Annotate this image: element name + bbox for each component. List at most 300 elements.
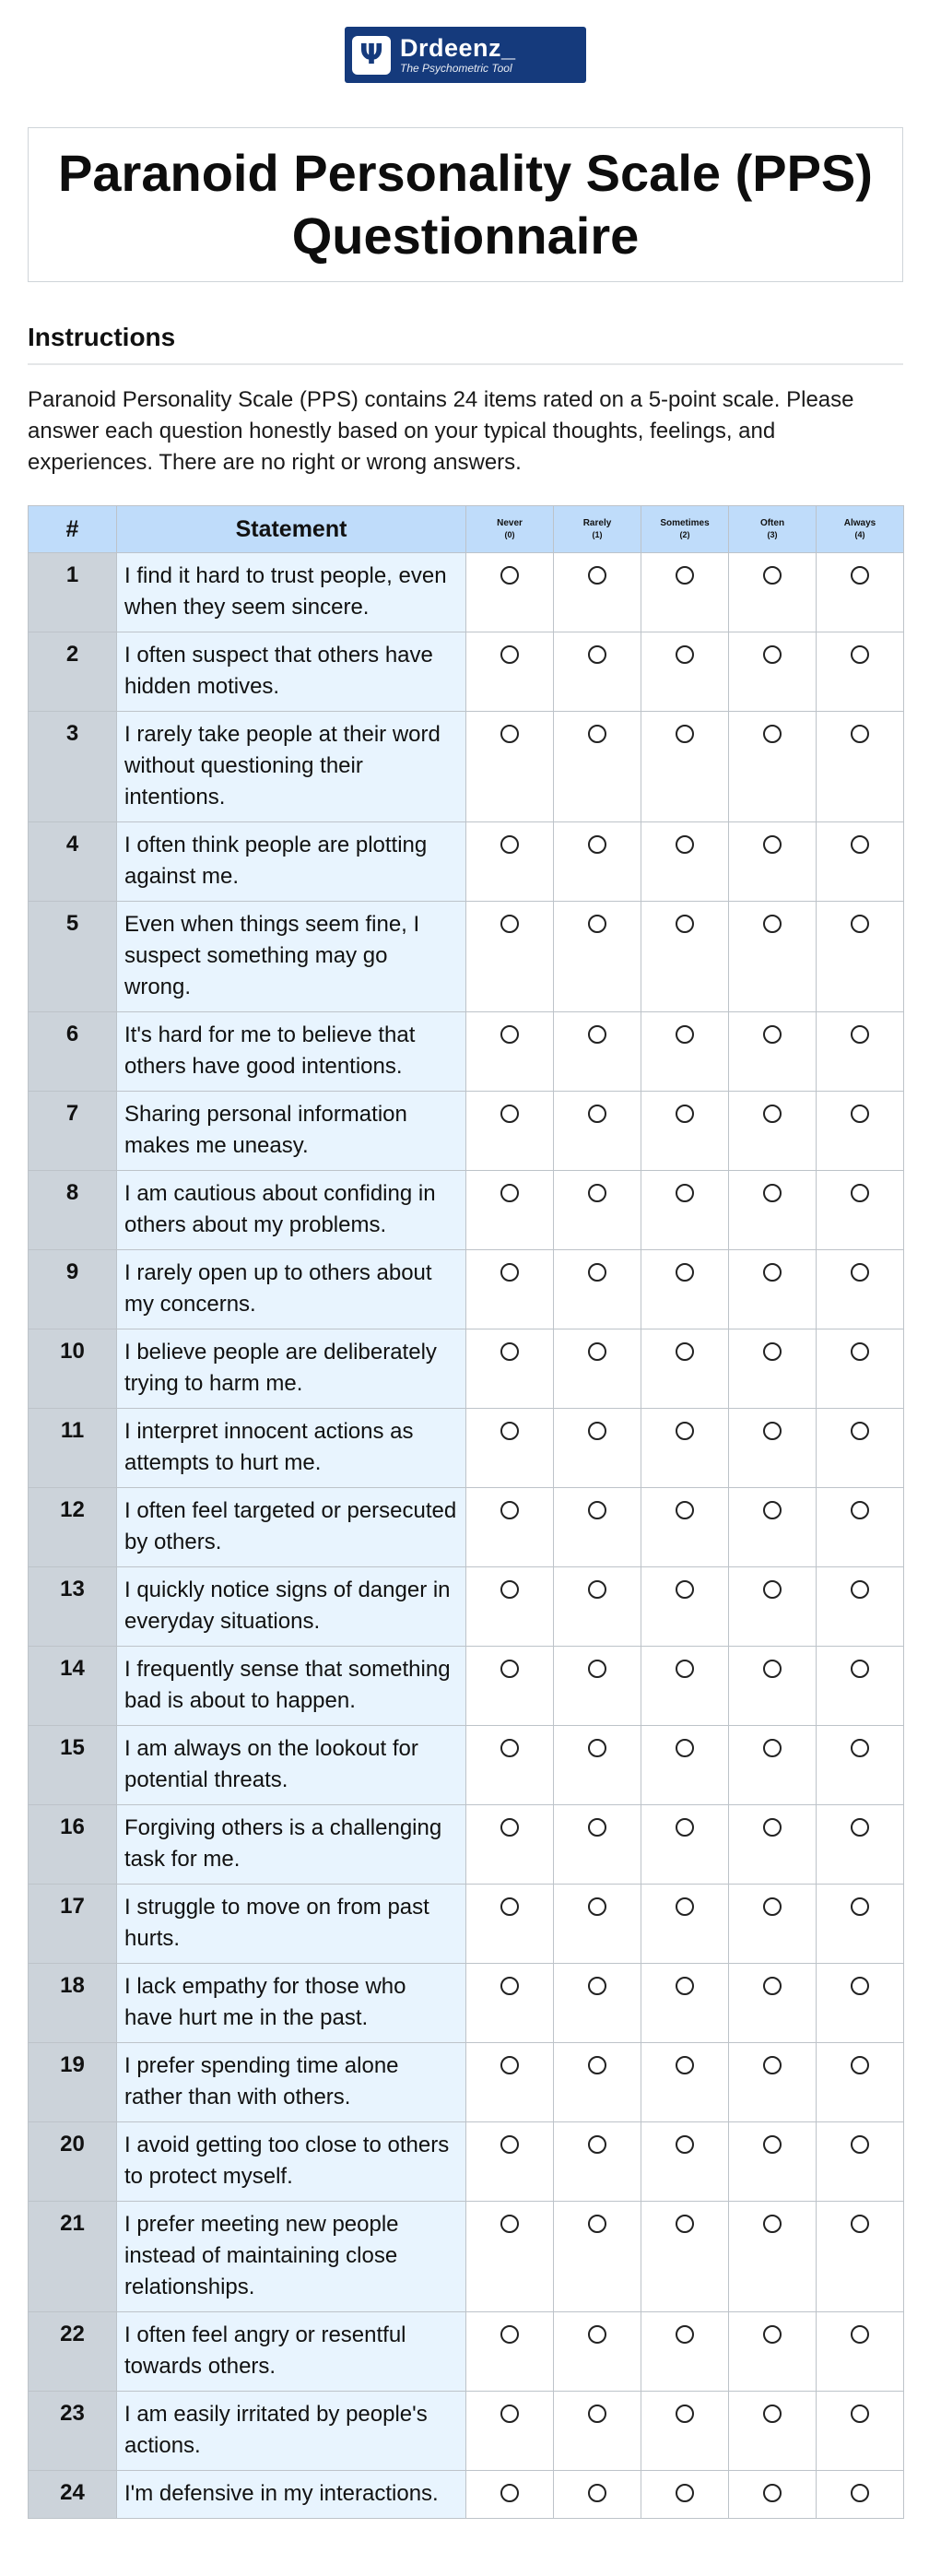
option-cell-rarely xyxy=(554,1329,641,1409)
radio-never[interactable] xyxy=(500,1342,519,1361)
option-cell-never xyxy=(466,1964,554,2043)
radio-sometimes[interactable] xyxy=(676,835,694,854)
option-cell-sometimes xyxy=(641,1647,729,1726)
item-number: 3 xyxy=(29,712,117,822)
radio-sometimes[interactable] xyxy=(676,1263,694,1282)
item-statement: It's hard for me to believe that others have good intentions. xyxy=(117,1012,466,1092)
radio-rarely[interactable] xyxy=(588,1897,606,1916)
table-row xyxy=(29,1092,904,1171)
radio-always[interactable] xyxy=(851,566,869,585)
item-statement: I am cautious about confiding in others about my problems. xyxy=(117,1171,466,1250)
option-cell-sometimes xyxy=(641,2122,729,2202)
radio-often[interactable] xyxy=(763,1818,782,1837)
table-row xyxy=(29,1409,904,1488)
radio-always[interactable] xyxy=(851,2135,869,2154)
radio-always[interactable] xyxy=(851,1739,869,1757)
option-cell-rarely xyxy=(554,1488,641,1567)
option-score: (2) xyxy=(679,530,690,539)
table-row xyxy=(29,1329,904,1409)
table-row xyxy=(29,2392,904,2471)
radio-rarely[interactable] xyxy=(588,2215,606,2233)
item-statement: I am easily irritated by people's actions. xyxy=(117,2392,466,2471)
radio-sometimes[interactable] xyxy=(676,1739,694,1757)
table-row xyxy=(29,1171,904,1250)
option-cell-never xyxy=(466,1726,554,1805)
option-cell-sometimes xyxy=(641,2312,729,2392)
radio-never[interactable] xyxy=(500,1184,519,1202)
radio-sometimes[interactable] xyxy=(676,2325,694,2344)
item-statement: I prefer meeting new people instead of maintaining close relationships. xyxy=(117,2202,466,2312)
item-number: 1 xyxy=(29,553,117,632)
option-cell-often xyxy=(729,1171,817,1250)
radio-always[interactable] xyxy=(851,1818,869,1837)
option-cell-always xyxy=(817,1250,904,1329)
option-cell-rarely xyxy=(554,1409,641,1488)
radio-always[interactable] xyxy=(851,1977,869,1995)
radio-sometimes[interactable] xyxy=(676,2056,694,2074)
option-cell-sometimes xyxy=(641,1805,729,1885)
radio-sometimes[interactable] xyxy=(676,2405,694,2423)
item-number: 9 xyxy=(29,1250,117,1329)
radio-rarely[interactable] xyxy=(588,1739,606,1757)
option-cell-always xyxy=(817,2471,904,2519)
option-cell-rarely xyxy=(554,2392,641,2471)
option-cell-often xyxy=(729,2202,817,2312)
instructions-text: Paranoid Personality Scale (PPS) contains 24 items rated on a 5-point scale. Please answer each question honestly based on your typical thoughts, feelings, and experiences. There are no right or wrong answers. xyxy=(28,387,854,475)
item-statement: I believe people are deliberately trying to harm me. xyxy=(117,1329,466,1409)
radio-never[interactable] xyxy=(500,835,519,854)
option-cell-rarely xyxy=(554,2471,641,2519)
radio-often[interactable] xyxy=(763,2405,782,2423)
option-cell-often xyxy=(729,1250,817,1329)
header-statement: Statement xyxy=(117,506,466,553)
item-statement: I prefer spending time alone rather than with others. xyxy=(117,2043,466,2122)
option-cell-rarely xyxy=(554,1885,641,1964)
radio-sometimes[interactable] xyxy=(676,2135,694,2154)
option-cell-always xyxy=(817,1805,904,1885)
radio-rarely[interactable] xyxy=(588,2056,606,2074)
option-cell-never xyxy=(466,1567,554,1647)
radio-often[interactable] xyxy=(763,2215,782,2233)
option-cell-rarely xyxy=(554,1647,641,1726)
table-row xyxy=(29,1647,904,1726)
option-cell-never xyxy=(466,632,554,712)
radio-sometimes[interactable] xyxy=(676,2484,694,2502)
option-cell-sometimes xyxy=(641,1171,729,1250)
brand-logo xyxy=(345,27,586,83)
radio-rarely[interactable] xyxy=(588,1184,606,1202)
table-row xyxy=(29,1885,904,1964)
radio-rarely[interactable] xyxy=(588,1263,606,1282)
option-cell-rarely xyxy=(554,712,641,822)
option-cell-often xyxy=(729,1726,817,1805)
item-number: 4 xyxy=(29,822,117,902)
option-cell-rarely xyxy=(554,1567,641,1647)
option-cell-always xyxy=(817,712,904,822)
header-option-always xyxy=(817,506,904,553)
option-cell-rarely xyxy=(554,632,641,712)
radio-often[interactable] xyxy=(763,1580,782,1599)
item-statement: I frequently sense that something bad is about to happen. xyxy=(117,1647,466,1726)
radio-rarely[interactable] xyxy=(588,725,606,743)
radio-never[interactable] xyxy=(500,725,519,743)
radio-never[interactable] xyxy=(500,1263,519,1282)
radio-often[interactable] xyxy=(763,1739,782,1757)
item-number: 7 xyxy=(29,1092,117,1171)
radio-sometimes[interactable] xyxy=(676,1342,694,1361)
option-cell-rarely xyxy=(554,2043,641,2122)
option-cell-rarely xyxy=(554,1250,641,1329)
page-title: Paranoid Personality Scale (PPS) Questionnaire xyxy=(58,144,873,265)
radio-rarely[interactable] xyxy=(588,1501,606,1519)
option-cell-often xyxy=(729,2471,817,2519)
option-cell-sometimes xyxy=(641,553,729,632)
item-statement: I struggle to move on from past hurts. xyxy=(117,1885,466,1964)
radio-always[interactable] xyxy=(851,835,869,854)
radio-rarely[interactable] xyxy=(588,1025,606,1044)
radio-always[interactable] xyxy=(851,1660,869,1678)
table-row xyxy=(29,902,904,1012)
radio-rarely[interactable] xyxy=(588,2325,606,2344)
option-cell-never xyxy=(466,822,554,902)
item-number: 24 xyxy=(29,2471,117,2519)
radio-always[interactable] xyxy=(851,1025,869,1044)
radio-never[interactable] xyxy=(500,1660,519,1678)
radio-always[interactable] xyxy=(851,1580,869,1599)
radio-sometimes[interactable] xyxy=(676,1897,694,1916)
radio-rarely[interactable] xyxy=(588,2484,606,2502)
option-cell-always xyxy=(817,2392,904,2471)
option-cell-sometimes xyxy=(641,1726,729,1805)
option-cell-never xyxy=(466,1409,554,1488)
radio-often[interactable] xyxy=(763,1025,782,1044)
option-cell-always xyxy=(817,553,904,632)
option-cell-never xyxy=(466,1805,554,1885)
radio-always[interactable] xyxy=(851,1897,869,1916)
radio-never[interactable] xyxy=(500,2215,519,2233)
option-cell-often xyxy=(729,1964,817,2043)
item-number: 5 xyxy=(29,902,117,1012)
radio-often[interactable] xyxy=(763,566,782,585)
radio-rarely[interactable] xyxy=(588,1660,606,1678)
option-cell-sometimes xyxy=(641,1964,729,2043)
option-cell-always xyxy=(817,1409,904,1488)
option-cell-rarely xyxy=(554,902,641,1012)
option-cell-often xyxy=(729,1805,817,1885)
option-score: (0) xyxy=(504,530,515,539)
header-option-sometimes xyxy=(641,506,729,553)
questionnaire-table xyxy=(28,505,904,2519)
option-cell-rarely xyxy=(554,2122,641,2202)
radio-often[interactable] xyxy=(763,1501,782,1519)
header-option-never xyxy=(466,506,554,553)
option-cell-sometimes xyxy=(641,712,729,822)
option-cell-always xyxy=(817,1726,904,1805)
option-cell-often xyxy=(729,1409,817,1488)
table-row xyxy=(29,632,904,712)
item-number: 21 xyxy=(29,2202,117,2312)
option-cell-never xyxy=(466,2202,554,2312)
table-row xyxy=(29,1012,904,1092)
radio-never[interactable] xyxy=(500,915,519,933)
option-cell-rarely xyxy=(554,2202,641,2312)
option-cell-rarely xyxy=(554,1964,641,2043)
option-cell-always xyxy=(817,1092,904,1171)
option-cell-often xyxy=(729,2312,817,2392)
radio-always[interactable] xyxy=(851,2484,869,2502)
radio-often[interactable] xyxy=(763,1184,782,1202)
table-row xyxy=(29,1567,904,1647)
radio-never[interactable] xyxy=(500,566,519,585)
radio-always[interactable] xyxy=(851,1501,869,1519)
instructions-heading: Instructions xyxy=(28,319,903,365)
radio-always[interactable] xyxy=(851,915,869,933)
radio-never[interactable] xyxy=(500,2405,519,2423)
option-cell-often xyxy=(729,2122,817,2202)
radio-always[interactable] xyxy=(851,2056,869,2074)
radio-often[interactable] xyxy=(763,1263,782,1282)
radio-often[interactable] xyxy=(763,725,782,743)
radio-always[interactable] xyxy=(851,645,869,664)
option-cell-always xyxy=(817,822,904,902)
option-cell-rarely xyxy=(554,2312,641,2392)
radio-rarely[interactable] xyxy=(588,2405,606,2423)
radio-never[interactable] xyxy=(500,1977,519,1995)
option-cell-never xyxy=(466,712,554,822)
radio-always[interactable] xyxy=(851,1263,869,1282)
item-statement: I often feel angry or resentful towards others. xyxy=(117,2312,466,2392)
option-cell-always xyxy=(817,1964,904,2043)
option-cell-always xyxy=(817,1171,904,1250)
radio-rarely[interactable] xyxy=(588,645,606,664)
radio-never[interactable] xyxy=(500,2135,519,2154)
option-cell-sometimes xyxy=(641,902,729,1012)
option-cell-sometimes xyxy=(641,1012,729,1092)
option-cell-never xyxy=(466,2471,554,2519)
option-cell-never xyxy=(466,1647,554,1726)
radio-sometimes[interactable] xyxy=(676,1422,694,1440)
radio-sometimes[interactable] xyxy=(676,915,694,933)
radio-sometimes[interactable] xyxy=(676,1501,694,1519)
option-cell-often xyxy=(729,553,817,632)
option-cell-often xyxy=(729,822,817,902)
radio-sometimes[interactable] xyxy=(676,1977,694,1995)
option-cell-never xyxy=(466,1488,554,1567)
radio-never[interactable] xyxy=(500,1580,519,1599)
radio-often[interactable] xyxy=(763,1422,782,1440)
option-cell-sometimes xyxy=(641,1409,729,1488)
radio-always[interactable] xyxy=(851,2405,869,2423)
option-cell-rarely xyxy=(554,1805,641,1885)
item-statement: I rarely open up to others about my concerns. xyxy=(117,1250,466,1329)
radio-sometimes[interactable] xyxy=(676,725,694,743)
header-option-often xyxy=(729,506,817,553)
item-number: 19 xyxy=(29,2043,117,2122)
radio-often[interactable] xyxy=(763,915,782,933)
radio-sometimes[interactable] xyxy=(676,1580,694,1599)
radio-rarely[interactable] xyxy=(588,1818,606,1837)
radio-never[interactable] xyxy=(500,1897,519,1916)
item-statement: I often suspect that others have hidden motives. xyxy=(117,632,466,712)
option-cell-always xyxy=(817,1647,904,1726)
radio-sometimes[interactable] xyxy=(676,2215,694,2233)
table-header-row xyxy=(29,506,904,553)
option-cell-always xyxy=(817,1329,904,1409)
option-cell-rarely xyxy=(554,822,641,902)
option-cell-never xyxy=(466,1012,554,1092)
radio-often[interactable] xyxy=(763,645,782,664)
radio-never[interactable] xyxy=(500,645,519,664)
option-cell-always xyxy=(817,1012,904,1092)
radio-often[interactable] xyxy=(763,1977,782,1995)
radio-rarely[interactable] xyxy=(588,1342,606,1361)
item-number: 14 xyxy=(29,1647,117,1726)
option-cell-sometimes xyxy=(641,1488,729,1567)
radio-sometimes[interactable] xyxy=(676,1184,694,1202)
table-row xyxy=(29,2312,904,2392)
brand-tagline: The Psychometric Tool xyxy=(400,61,512,75)
radio-always[interactable] xyxy=(851,2325,869,2344)
item-number: 8 xyxy=(29,1171,117,1250)
option-cell-rarely xyxy=(554,1726,641,1805)
title-box xyxy=(28,127,903,282)
radio-often[interactable] xyxy=(763,1897,782,1916)
option-cell-often xyxy=(729,1012,817,1092)
option-cell-always xyxy=(817,1567,904,1647)
radio-always[interactable] xyxy=(851,2215,869,2233)
radio-sometimes[interactable] xyxy=(676,645,694,664)
radio-rarely[interactable] xyxy=(588,835,606,854)
radio-always[interactable] xyxy=(851,1105,869,1123)
table-row xyxy=(29,1488,904,1567)
item-number: 16 xyxy=(29,1805,117,1885)
radio-rarely[interactable] xyxy=(588,1580,606,1599)
option-cell-often xyxy=(729,1092,817,1171)
radio-rarely[interactable] xyxy=(588,1977,606,1995)
option-cell-sometimes xyxy=(641,632,729,712)
item-statement: I lack empathy for those who have hurt me in the past. xyxy=(117,1964,466,2043)
option-cell-never xyxy=(466,1250,554,1329)
radio-often[interactable] xyxy=(763,2135,782,2154)
option-label: Always xyxy=(843,518,876,528)
option-cell-never xyxy=(466,1329,554,1409)
radio-sometimes[interactable] xyxy=(676,1818,694,1837)
radio-always[interactable] xyxy=(851,1422,869,1440)
radio-rarely[interactable] xyxy=(588,1105,606,1123)
header-option-rarely xyxy=(554,506,641,553)
table-row xyxy=(29,553,904,632)
item-statement: Even when things seem fine, I suspect something may go wrong. xyxy=(117,902,466,1012)
radio-sometimes[interactable] xyxy=(676,1105,694,1123)
item-statement: I quickly notice signs of danger in everyday situations. xyxy=(117,1567,466,1647)
item-number: 2 xyxy=(29,632,117,712)
radio-rarely[interactable] xyxy=(588,2135,606,2154)
radio-never[interactable] xyxy=(500,1739,519,1757)
radio-always[interactable] xyxy=(851,725,869,743)
option-cell-sometimes xyxy=(641,2202,729,2312)
radio-never[interactable] xyxy=(500,1025,519,1044)
option-cell-rarely xyxy=(554,553,641,632)
radio-never[interactable] xyxy=(500,1422,519,1440)
option-cell-often xyxy=(729,902,817,1012)
option-cell-sometimes xyxy=(641,1567,729,1647)
option-cell-always xyxy=(817,902,904,1012)
radio-often[interactable] xyxy=(763,2325,782,2344)
radio-sometimes[interactable] xyxy=(676,566,694,585)
option-cell-never xyxy=(466,553,554,632)
radio-never[interactable] xyxy=(500,2325,519,2344)
option-score: (4) xyxy=(854,530,865,539)
radio-often[interactable] xyxy=(763,2484,782,2502)
table-row xyxy=(29,1964,904,2043)
option-label: Rarely xyxy=(582,518,612,528)
option-cell-always xyxy=(817,1885,904,1964)
item-statement: Sharing personal information makes me uneasy. xyxy=(117,1092,466,1171)
option-cell-sometimes xyxy=(641,1092,729,1171)
radio-never[interactable] xyxy=(500,2056,519,2074)
option-cell-often xyxy=(729,632,817,712)
option-cell-never xyxy=(466,902,554,1012)
item-number: 18 xyxy=(29,1964,117,2043)
item-statement: I find it hard to trust people, even when they seem sincere. xyxy=(117,553,466,632)
radio-often[interactable] xyxy=(763,1660,782,1678)
radio-sometimes[interactable] xyxy=(676,1660,694,1678)
radio-often[interactable] xyxy=(763,2056,782,2074)
option-cell-never xyxy=(466,1885,554,1964)
item-number: 11 xyxy=(29,1409,117,1488)
option-cell-always xyxy=(817,2312,904,2392)
item-number: 6 xyxy=(29,1012,117,1092)
radio-often[interactable] xyxy=(763,1105,782,1123)
radio-often[interactable] xyxy=(763,835,782,854)
radio-never[interactable] xyxy=(500,1501,519,1519)
option-label: Often xyxy=(759,518,785,528)
table-row xyxy=(29,2043,904,2122)
radio-often[interactable] xyxy=(763,1342,782,1361)
item-statement: I often feel targeted or persecuted by others. xyxy=(117,1488,466,1567)
radio-never[interactable] xyxy=(500,1105,519,1123)
item-number: 22 xyxy=(29,2312,117,2392)
radio-rarely[interactable] xyxy=(588,1422,606,1440)
option-cell-always xyxy=(817,2122,904,2202)
radio-always[interactable] xyxy=(851,1184,869,1202)
header-number: # xyxy=(29,506,117,553)
option-score: (3) xyxy=(767,530,778,539)
item-statement: I rarely take people at their word without questioning their intentions. xyxy=(117,712,466,822)
item-statement: I interpret innocent actions as attempts to hurt me. xyxy=(117,1409,466,1488)
option-cell-never xyxy=(466,1092,554,1171)
radio-never[interactable] xyxy=(500,1818,519,1837)
radio-never[interactable] xyxy=(500,2484,519,2502)
radio-rarely[interactable] xyxy=(588,915,606,933)
option-cell-sometimes xyxy=(641,2471,729,2519)
option-cell-always xyxy=(817,1488,904,1567)
option-cell-sometimes xyxy=(641,2392,729,2471)
item-number: 15 xyxy=(29,1726,117,1805)
radio-sometimes[interactable] xyxy=(676,1025,694,1044)
radio-always[interactable] xyxy=(851,1342,869,1361)
item-number: 20 xyxy=(29,2122,117,2202)
item-statement: Forgiving others is a challenging task for me. xyxy=(117,1805,466,1885)
item-number: 12 xyxy=(29,1488,117,1567)
option-cell-often xyxy=(729,1885,817,1964)
option-cell-never xyxy=(466,1171,554,1250)
option-cell-always xyxy=(817,2202,904,2312)
option-cell-rarely xyxy=(554,1092,641,1171)
radio-rarely[interactable] xyxy=(588,566,606,585)
item-number: 17 xyxy=(29,1885,117,1964)
option-cell-sometimes xyxy=(641,822,729,902)
